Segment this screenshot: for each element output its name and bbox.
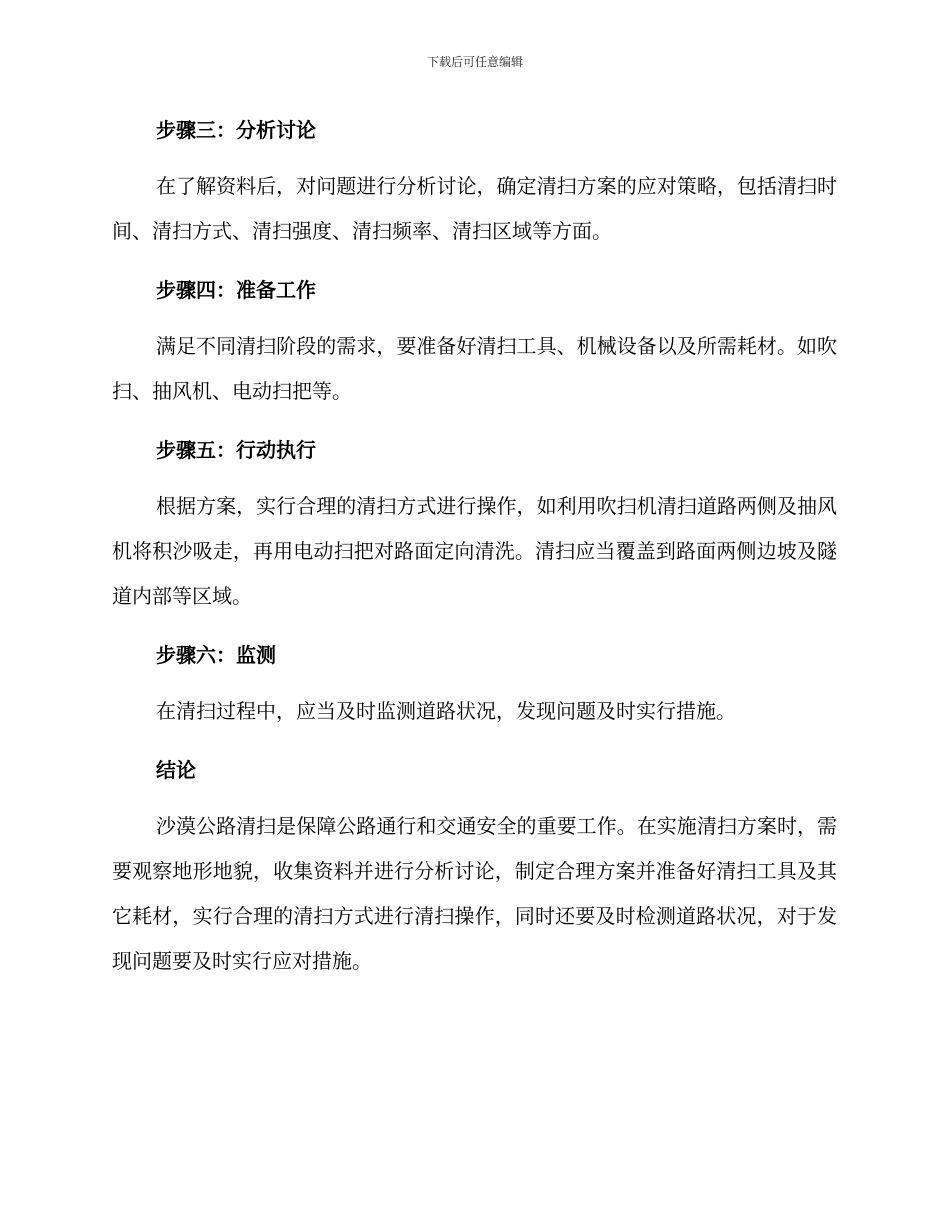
section-paragraph: 在了解资料后，对问题进行分析讨论，确定清扫方案的应对策略，包括清扫时间、清扫方式、清扫强度、清扫频率、清扫区域等方面。 [112,174,837,243]
section-step-4 [112,268,837,414]
section-heading: 步骤五：行动执行 [156,438,316,462]
section-paragraph: 沙漠公路清扫是保障公路通行和交通安全的重要工作。在实施清扫方案时，需要观察地形地貌，收集资料并进行分析讨论，制定合理方案并准备好清扫工具及其它耗材，实行合理的清扫方式进行清扫操作，同时还要及时检测道路状况，对于发现问题要及时实行应对措施。 [112,814,837,973]
section-step-5 [112,428,837,619]
section-paragraph: 根据方案，实行合理的清扫方式进行操作，如利用吹扫机清扫道路两侧及抽风机将积沙吸走，再用电动扫把对路面定向清洗。清扫应当覆盖到路面两侧边坡及隧道内部等区域。 [112,494,837,608]
section-heading: 步骤四：准备工作 [156,278,316,302]
page-header: 下载后可任意编辑 [426,55,523,69]
section-step-6 [112,633,837,734]
section-heading: 步骤三：分析讨论 [156,118,316,142]
document-body [112,108,837,998]
section-heading: 结论 [156,758,196,782]
section-conclusion [112,748,837,984]
section-paragraph: 满足不同清扫阶段的需求，要准备好清扫工具、机械设备以及所需耗材。如吹扫、抽风机、电动扫把等。 [112,334,837,403]
section-paragraph: 在清扫过程中，应当及时监测道路状况，发现问题及时实行措施。 [156,699,736,723]
section-step-3 [112,108,837,254]
section-heading: 步骤六：监测 [156,643,276,667]
